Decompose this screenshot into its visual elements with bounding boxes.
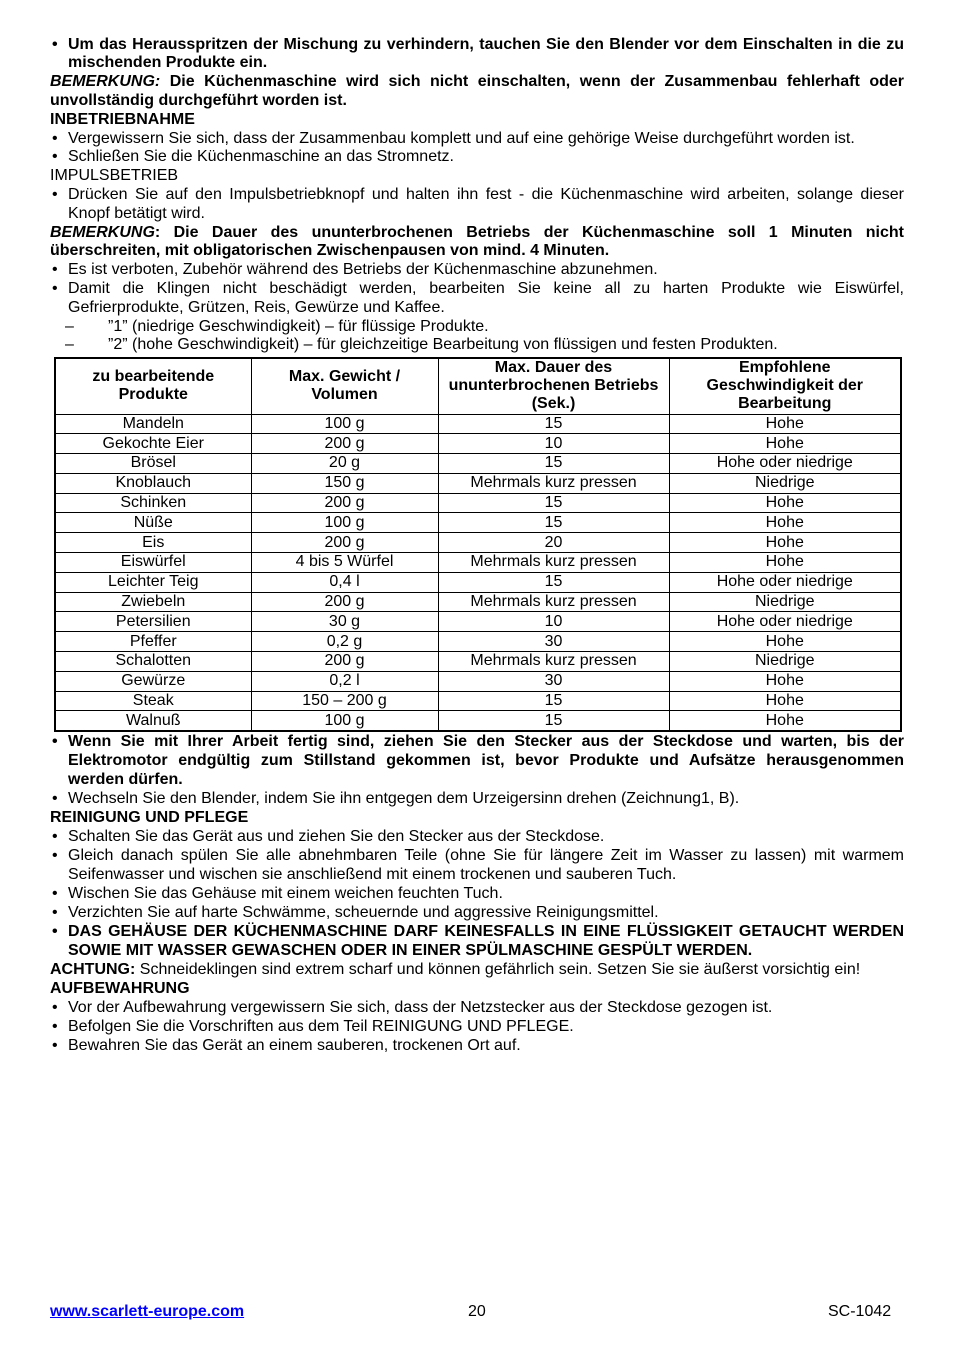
table-row — [55, 711, 901, 731]
table-row — [55, 493, 901, 513]
cell-duration: Mehrmals kurz pressen — [438, 553, 669, 573]
cell-product: Steak — [55, 691, 251, 711]
table-row — [55, 691, 901, 711]
heading-storage: AUFBEWAHRUNG — [50, 980, 190, 998]
table-row — [55, 632, 901, 652]
cell-speed: Hohe — [669, 414, 901, 434]
storage-item-3 — [50, 1036, 904, 1055]
caution-note — [50, 960, 904, 979]
heading-cleaning: REINIGUNG UND PFLEGE — [50, 808, 249, 826]
instructions-lower — [50, 732, 904, 1056]
cleaning-rinse-text-1: Gleich danach spülen Sie alle abnehmbaren Teile (ohne Sie für längere Zeit im Wasser zu lassen) mit warmem — [68, 846, 904, 864]
bullet-icon: • — [52, 261, 58, 279]
unplug-wait-line-3 — [50, 770, 904, 789]
cleaning-switch-off-text: Schalten Sie das Gerät aus und ziehen Sie den Stecker aus der Steckdose. — [68, 827, 605, 845]
note-duration-line-1 — [50, 224, 904, 243]
blade-warning-text-2: Gefrierprodukte, Grützen, Reis, Gewürze und Kaffee. — [68, 298, 445, 316]
instructions-upper — [50, 36, 904, 356]
bullet-icon: • — [52, 279, 58, 297]
mix-warning-line-2 — [50, 54, 904, 73]
mix-warning-line-1 — [50, 36, 904, 55]
cell-speed: Niedrige — [669, 592, 901, 612]
blade-warning-line-2 — [50, 299, 904, 318]
bullet-icon: • — [52, 1037, 58, 1055]
note-duration-text-1: : Die Dauer des ununterbrochenen Betriebs der Küchenmaschine soll 1 Minuten nicht — [154, 223, 904, 241]
page-number: 20 — [468, 1302, 486, 1320]
cell-duration: 15 — [438, 493, 669, 513]
cell-product: Gewürze — [55, 671, 251, 691]
cell-product: Pfeffer — [55, 632, 251, 652]
cleaning-no-abrasives — [50, 903, 904, 922]
change-blender-text: Wechseln Sie den Blender, indem Sie ihn entgegen dem Urzeigersinn drehen (Zeichnung1, B). — [68, 789, 740, 807]
page-footer — [0, 1302, 954, 1322]
housing-warning-line-1 — [50, 922, 904, 941]
unplug-wait-line-1 — [50, 732, 904, 751]
cell-product: Knoblauch — [55, 473, 251, 493]
caution-text: Schneideklingen sind extrem scharf und können gefährlich sein. Setzen Sie sie äußerst vorsichtig ein! — [139, 961, 861, 979]
cell-speed: Hohe — [669, 493, 901, 513]
accessory-warning — [50, 261, 904, 280]
cell-duration: 15 — [438, 414, 669, 434]
cell-product: Nüße — [55, 513, 251, 533]
website-link[interactable]: www.scarlett-europe.com — [50, 1302, 245, 1320]
speed-item-text: ”2” (hohe Geschwindigkeit) – für gleichzeitige Bearbeitung von flüssigen und festen Produkten. — [108, 336, 778, 354]
table-row — [55, 652, 901, 672]
table-row — [55, 553, 901, 573]
housing-warning-line-2 — [50, 941, 904, 960]
cell-amount: 20 g — [251, 454, 438, 474]
cleaning-switch-off — [50, 827, 904, 846]
heading-pulse: IMPULSBETRIEB — [50, 167, 179, 185]
startup-item-check-assembly — [50, 130, 904, 149]
cell-amount: 200 g — [251, 493, 438, 513]
cell-amount: 200 g — [251, 533, 438, 553]
cell-speed: Hohe — [669, 513, 901, 533]
cell-speed: Hohe oder niedrige — [669, 454, 901, 474]
pulse-press-line-1 — [50, 186, 904, 205]
cell-amount: 0,2 g — [251, 632, 438, 652]
cell-product: Walnuß — [55, 711, 251, 731]
startup-item-text: Schließen Sie die Küchenmaschine an das Stromnetz. — [68, 148, 454, 166]
bullet-icon: • — [52, 827, 58, 845]
header-speed: Empfohlene Geschwindigkeit der Bearbeitung — [669, 358, 901, 415]
cell-product: Eis — [55, 533, 251, 553]
cell-speed: Hohe oder niedrige — [669, 612, 901, 632]
cell-speed: Niedrige — [669, 652, 901, 672]
cell-speed: Hohe — [669, 711, 901, 731]
table-row — [55, 454, 901, 474]
mix-warning-text-1: Um das Herausspritzen der Mischung zu verhindern, tauchen Sie den Blender vor dem Einschalten in die zu — [68, 35, 904, 53]
cleaning-rinse-line-1 — [50, 846, 904, 865]
cell-duration: 10 — [438, 612, 669, 632]
dash-icon: – — [65, 336, 74, 354]
cell-amount: 150 g — [251, 473, 438, 493]
cell-product: Gekochte Eier — [55, 434, 251, 454]
bullet-icon: • — [52, 148, 58, 166]
bullet-icon: • — [52, 846, 58, 864]
pulse-press-line-2 — [50, 205, 904, 224]
cell-duration: 15 — [438, 711, 669, 731]
cell-amount: 0,4 l — [251, 572, 438, 592]
cell-duration: 10 — [438, 434, 669, 454]
cell-amount: 200 g — [251, 434, 438, 454]
storage-item-1 — [50, 998, 904, 1017]
cell-amount: 200 g — [251, 652, 438, 672]
change-blender — [50, 789, 904, 808]
speed-item-text: ”1” (niedrige Geschwindigkeit) – für flüssige Produkte. — [108, 317, 489, 335]
table-row — [55, 513, 901, 533]
cleaning-no-abrasives-text: Verzichten Sie auf harte Schwämme, scheuernde und aggressive Reinigungsmittel. — [68, 903, 659, 921]
cell-duration: 30 — [438, 671, 669, 691]
cell-duration: 30 — [438, 632, 669, 652]
bullet-icon: • — [52, 732, 58, 750]
bullet-icon: • — [52, 789, 58, 807]
cell-product: Petersilien — [55, 612, 251, 632]
cell-speed: Hohe — [669, 434, 901, 454]
cell-product: Leichter Teig — [55, 572, 251, 592]
model-number: SC-1042 — [828, 1302, 892, 1320]
cell-amount: 200 g — [251, 592, 438, 612]
bullet-icon: • — [52, 129, 58, 147]
cell-duration: 15 — [438, 454, 669, 474]
pulse-press-text-1: Drücken Sie auf den Impulsbetriebknopf und halten ihn fest - die Küchenmaschine wird arbeiten, solange dieser — [68, 185, 904, 203]
cell-amount: 0,2 l — [251, 671, 438, 691]
table-header-row — [55, 358, 901, 415]
note-label: BEMERKUNG: — [50, 73, 161, 91]
blade-warning-text-1: Damit die Klingen nicht beschädigt werden, bearbeiten Sie keine all zu harten Produkte wie Eiswürfel, — [68, 279, 904, 297]
table-row — [55, 612, 901, 632]
cell-speed: Hohe — [669, 533, 901, 553]
unplug-wait-text-1: Wenn Sie mit Ihrer Arbeit fertig sind, ziehen Sie den Stecker aus der Steckdose und warten, bis der — [68, 732, 904, 750]
cell-amount: 4 bis 5 Würfel — [251, 553, 438, 573]
processing-table — [54, 357, 902, 733]
table-row — [55, 671, 901, 691]
cell-product: Schalotten — [55, 652, 251, 672]
startup-item-text: Vergewissern Sie sich, dass der Zusammenbau komplett und auf eine gehörige Weise durchgeführt worden ist. — [68, 129, 855, 147]
cell-amount: 100 g — [251, 513, 438, 533]
bullet-icon: • — [52, 35, 58, 53]
cell-amount: 150 – 200 g — [251, 691, 438, 711]
cleaning-wipe — [50, 884, 904, 903]
housing-warning-text-2: SOWIE MIT WASSER GEWASCHEN ODER IN EINER SPÜLMASCHINE GESPÜLT WERDEN. — [68, 942, 753, 960]
note-assembly-text-2: unvollständig durchgeführt worden ist. — [50, 91, 347, 109]
bullet-icon: • — [52, 884, 58, 902]
table-row — [55, 414, 901, 434]
heading-startup: INBETRIEBNAHME — [50, 110, 195, 128]
cell-duration: 15 — [438, 691, 669, 711]
table-row — [55, 592, 901, 612]
storage-item-text: Vor der Aufbewahrung vergewissern Sie sich, dass der Netzstecker aus der Steckdose gezogen ist. — [68, 999, 773, 1017]
note-assembly-text-1: Die Küchenmaschine wird sich nicht einschalten, wenn der Zusammenbau fehlerhaft oder — [169, 73, 904, 91]
table-body — [55, 414, 901, 731]
header-product: zu bearbeitende Produkte — [55, 358, 251, 415]
cell-speed: Hohe — [669, 553, 901, 573]
cell-duration: Mehrmals kurz pressen — [438, 592, 669, 612]
blade-warning-line-1 — [50, 280, 904, 299]
cell-amount: 100 g — [251, 711, 438, 731]
storage-item-2 — [50, 1017, 904, 1036]
unplug-wait-line-2 — [50, 751, 904, 770]
speed-item-1 — [50, 318, 904, 337]
bullet-icon: • — [52, 185, 58, 203]
bullet-icon: • — [52, 1018, 58, 1036]
bullet-icon: • — [52, 999, 58, 1017]
speed-item-2 — [50, 336, 904, 355]
cell-duration: 20 — [438, 533, 669, 553]
mix-warning-text-2: mischenden Produkte ein. — [68, 54, 268, 72]
unplug-wait-text-2: Elektromotor endgültig zum Stillstand gekommen ist, bevor Produkte und Aufsätze herausgenommen — [68, 751, 904, 769]
bullet-icon: • — [52, 903, 58, 921]
note-duration-text-2: überschreiten, mit obligatorischen Zwischenpausen von mind. 4 Minuten. — [50, 242, 610, 260]
cell-speed: Hohe — [669, 671, 901, 691]
caution-label: ACHTUNG: — [50, 961, 136, 979]
storage-item-text: Bewahren Sie das Gerät an einem sauberen, trockenen Ort auf. — [68, 1037, 521, 1055]
cell-duration: Mehrmals kurz pressen — [438, 652, 669, 672]
cell-duration: 15 — [438, 513, 669, 533]
bullet-icon: • — [52, 922, 58, 940]
cell-amount: 30 g — [251, 612, 438, 632]
cell-product: Zwiebeln — [55, 592, 251, 612]
cell-product: Eiswürfel — [55, 553, 251, 573]
cleaning-rinse-text-2: Seifenwasser und wischen sie anschließend mit einem trockenen und sauberen Tuch. — [68, 865, 677, 883]
header-amount: Max. Gewicht / Volumen — [251, 358, 438, 415]
cell-speed: Hohe — [669, 632, 901, 652]
table-row — [55, 572, 901, 592]
note-label: BEMERKUNG — [50, 223, 155, 241]
cleaning-rinse-line-2 — [50, 865, 904, 884]
accessory-warning-text: Es ist verboten, Zubehör während des Betriebs der Küchenmaschine abzunehmen. — [68, 261, 658, 279]
cell-product: Brösel — [55, 454, 251, 474]
cell-product: Schinken — [55, 493, 251, 513]
cell-product: Mandeln — [55, 414, 251, 434]
cell-speed: Niedrige — [669, 473, 901, 493]
cell-speed: Hohe — [669, 691, 901, 711]
table-row — [55, 533, 901, 553]
cleaning-wipe-text: Wischen Sie das Gehäuse mit einem weichen feuchten Tuch. — [68, 884, 503, 902]
cell-speed: Hohe oder niedrige — [669, 572, 901, 592]
storage-item-text: Befolgen Sie die Vorschriften aus dem Teil REINIGUNG UND PFLEGE. — [68, 1018, 574, 1036]
note-duration-line-2 — [50, 242, 904, 261]
dash-icon: – — [65, 317, 74, 335]
cell-duration: Mehrmals kurz pressen — [438, 473, 669, 493]
header-duration: Max. Dauer des ununterbrochenen Betriebs (Sek.) — [438, 358, 669, 415]
table-row — [55, 434, 901, 454]
cell-amount: 100 g — [251, 414, 438, 434]
table-row — [55, 473, 901, 493]
note-assembly-line-1 — [50, 73, 904, 92]
note-assembly-line-2 — [50, 92, 904, 111]
cell-duration: 15 — [438, 572, 669, 592]
startup-item-connect-power — [50, 148, 904, 167]
housing-warning-text-1: DAS GEHÄUSE DER KÜCHENMASCHINE DARF KEINESFALLS IN EINE FLÜSSIGKEIT GETAUCHT WERDEN — [68, 922, 904, 940]
unplug-wait-text-3: werden dürfen. — [68, 770, 183, 788]
pulse-press-text-2: Knopf betätigt wird. — [68, 204, 205, 222]
